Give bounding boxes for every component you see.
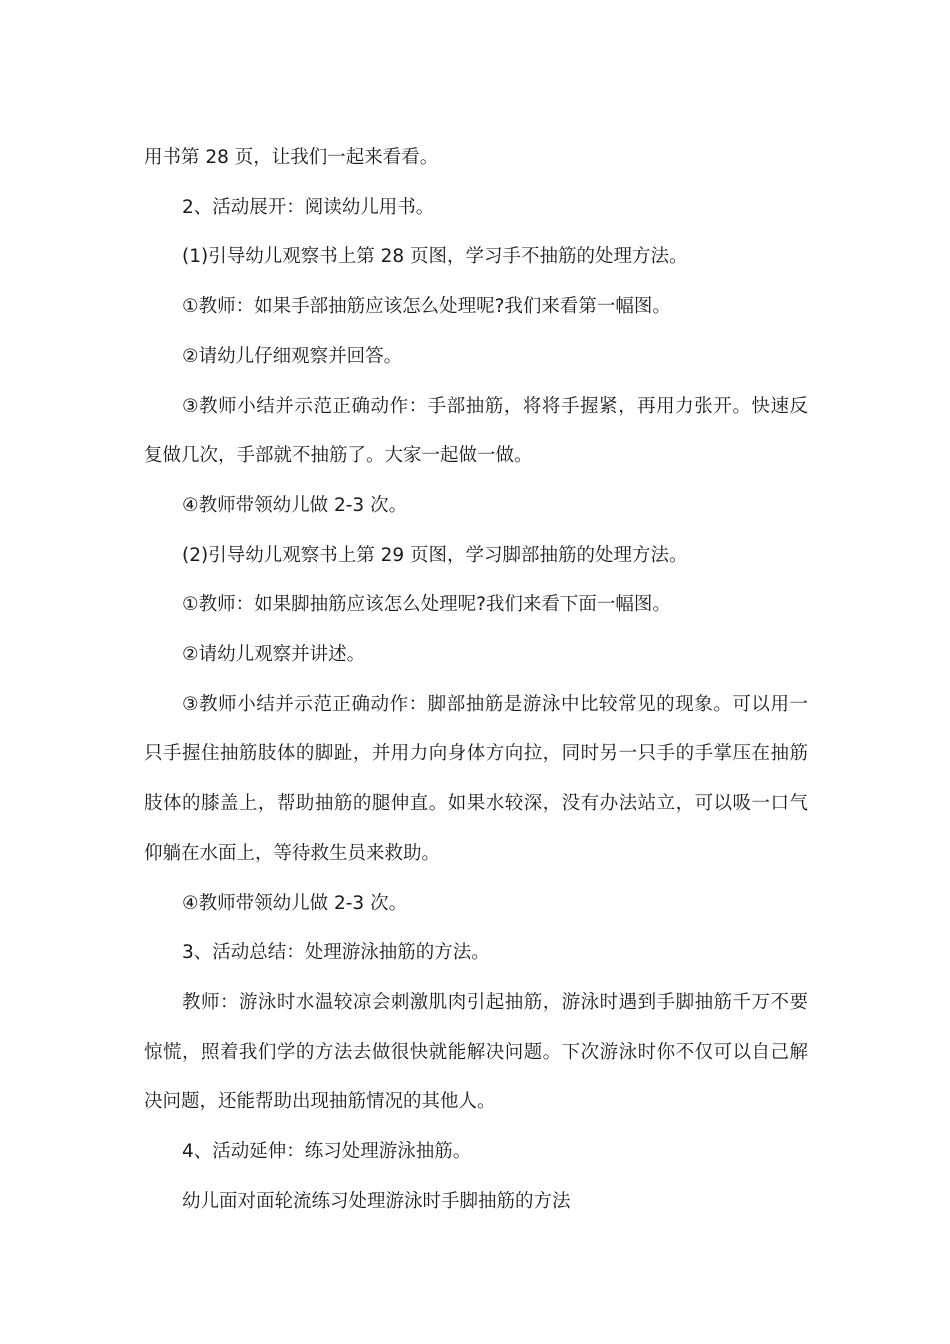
paragraph-teacher-conclusion: 教师：游泳时水温较凉会刺激肌肉引起抽筋，游泳时遇到手脚抽筋千万不要惊慌，照着我们学的方法去做很快就能解决问题。下次游泳时你不仅可以自己解决问题，还能帮助出现抽筋情况的其他人。 [144, 991, 808, 1113]
paragraph-hand-summary: ③教师小结并示范正确动作：手部抽筋，将将手握紧，再用力张开。快速反复做几次，手部就不抽筋了。大家一起做一做。 [144, 395, 808, 467]
paragraph-foot-guide: (2)引导幼儿观察书上第 29 页图，学习脚部抽筋的处理方法。 [182, 544, 688, 566]
paragraph-activity-extension: 4、活动延伸：练习处理游泳抽筋。 [182, 1141, 472, 1163]
paragraph-foot-summary: ③教师小结并示范正确动作：脚部抽筋是游泳中比较常见的现象。可以用一只手握住抽筋肢体的脚趾，并用力向身体方向拉，同时另一只手的手掌压在抽筋肢体的膝盖上，帮助抽筋的腿伸直。如果水较深，没有办法站立，可以吸一口气仰躺在水面上，等待救生员来救助。 [144, 693, 808, 864]
paragraph-foot-observe: ②请幼儿观察并讲述。 [182, 644, 366, 666]
paragraph-hand-observe: ②请幼儿仔细观察并回答。 [182, 345, 403, 367]
document-body [144, 133, 808, 1226]
paragraph-hand-practice: ④教师带领幼儿做 2-3 次。 [182, 494, 408, 516]
paragraph-hand-guide: (1)引导幼儿观察书上第 28 页图，学习手不抽筋的处理方法。 [182, 246, 688, 268]
paragraph-foot-teacher-question: ①教师：如果脚抽筋应该怎么处理呢?我们来看下面一幅图。 [182, 594, 671, 616]
paragraph-children-practice: 幼儿面对面轮流练习处理游泳时手脚抽筋的方法 [182, 1190, 571, 1212]
paragraph-foot-practice: ④教师带领幼儿做 2-3 次。 [182, 892, 408, 914]
paragraph-hand-teacher-question: ①教师：如果手部抽筋应该怎么处理呢?我们来看第一幅图。 [182, 296, 671, 318]
paragraph-activity-start: 2、活动展开：阅读幼儿用书。 [182, 196, 435, 218]
paragraph-activity-summary: 3、活动总结：处理游泳抽筋的方法。 [182, 942, 490, 964]
paragraph-continuation: 用书第 28 页，让我们一起来看看。 [144, 147, 439, 168]
